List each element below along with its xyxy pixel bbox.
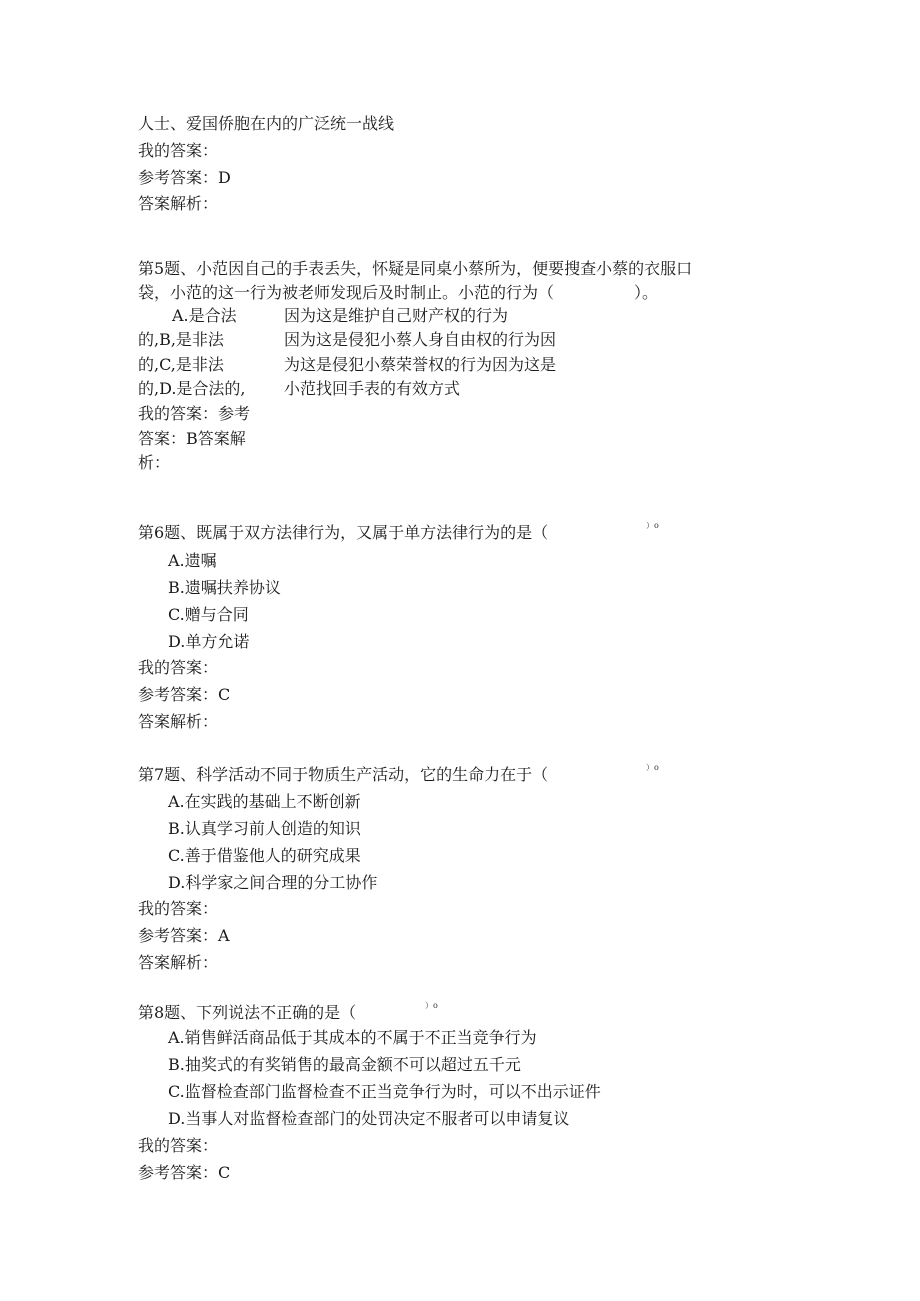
q5-right-2: 因为这是侵犯小蔡人身自由权的行为因 [284,330,557,349]
q7-option-c: C.善于借鉴他人的研究成果 [168,846,361,865]
my-answer-label: 我的答案： [138,141,219,160]
q5-right-3: 为这是侵犯小蔡荣誉权的行为因为这是 [284,355,557,374]
q8-option-d: D.当事人对监督检查部门的处罚决定不服者可以申请复议 [168,1109,570,1128]
analysis-label-cut: 答案解析： [138,194,219,213]
q7-paren-mark: ）o [646,763,659,772]
q5-right-1: 因为这是维护自己财产权的行为 [284,306,509,325]
q5-tail-2: 答案：B答案解 [138,429,246,448]
q7-stem: 第7题、科学活动不同于物质生产活动，它的生命力在于（ [138,765,549,784]
q6-reference-answer: 参考答案：C [138,685,231,704]
q6-paren-mark: ）o [646,521,659,530]
q8-option-c: C.监督检查部门监督检查不正当竞争行为时，可以不出示证件 [168,1082,601,1101]
q5-left-1: A.是合法 [172,306,237,325]
q8-my-answer: 我的答案： [138,1136,219,1155]
q7-analysis-cut: 答案解析： [138,953,219,972]
q5-left-2: 的,B,是非法 [138,330,224,349]
q7-option-b: B.认真学习前人创造的知识 [168,819,361,838]
q6-option-a: A.遗嘱 [168,551,217,570]
q6-option-d: D.单方允诺 [168,632,250,651]
q7-reference-answer: 参考答案：A [138,926,230,945]
q7-option-a: A.在实践的基础上不断创新 [168,792,361,811]
q7-my-answer: 我的答案： [138,899,219,918]
q8-option-a: A.销售鲜活商品低于其成本的不属于不正当竞争行为 [168,1028,537,1047]
q7-option-d: D.科学家之间合理的分工协作 [168,873,378,892]
carry-line: 人士、爱国侨胞在内的广泛统一战线 [138,114,395,133]
q8-paren-mark: ）o [425,1001,438,1010]
reference-answer: 参考答案：D [138,168,231,187]
q8-option-b: B.抽奖式的有奖销售的最高金额不可以超过五千元 [168,1055,521,1074]
q6-analysis-cut: 答案解析： [138,712,219,731]
q5-stem-line2: 袋，小范的这一行为被老师发现后及时制止。小范的行为（ ）。 [138,283,659,302]
q5-right-4: 小范找回手表的有效方式 [284,379,461,398]
q8-stem: 第8题、下列说法不正确的是（ [138,1003,357,1022]
q6-stem: 第6题、既属于双方法律行为，又属于单方法律行为的是（ [138,523,549,542]
q5-left-3: 的,C,是非法 [138,355,224,374]
q8-reference-answer: 参考答案：C [138,1163,231,1182]
q6-option-c: C.赠与合同 [168,605,249,624]
q6-my-answer: 我的答案： [138,658,219,677]
q5-tail-3: 析： [138,453,171,472]
q5-stem-line1: 第5题、小范因自己的手表丢失，怀疑是同桌小蔡所为，便要搜查小蔡的衣服口 [138,259,693,278]
q6-option-b: B.遗嘱扶养协议 [168,578,281,597]
q5-tail-1: 我的答案：参考 [138,404,251,423]
q5-left-4: 的,D.是合法的, [138,379,246,398]
